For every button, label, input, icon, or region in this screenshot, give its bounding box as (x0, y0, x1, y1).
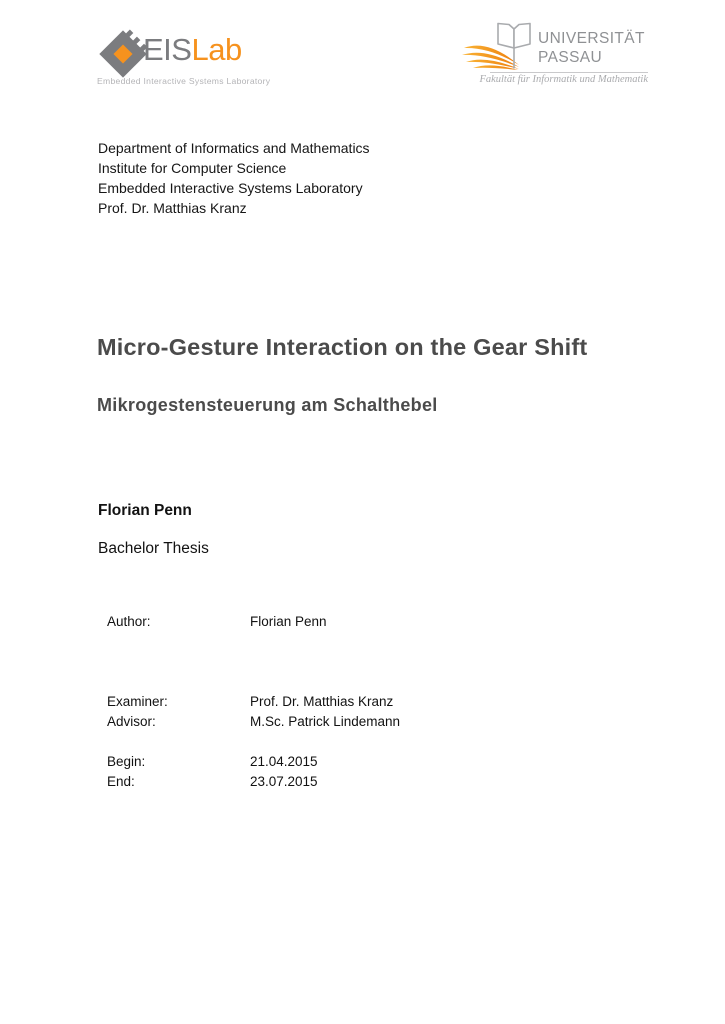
detail-label: End: (107, 774, 135, 789)
affiliation-block (98, 138, 370, 218)
thesis-subtitle-german: Mikrogestensteuerung am Schalthebel (97, 395, 438, 415)
detail-value: Florian Penn (250, 614, 327, 629)
eislab-diamond-icon (96, 27, 150, 81)
swoosh-rays-icon (462, 46, 519, 70)
author-name: Florian Penn (98, 502, 192, 519)
uni-passau-logo (462, 12, 648, 92)
details-table (107, 612, 400, 792)
open-book-icon (462, 20, 538, 72)
thesis-type: Bachelor Thesis (98, 540, 209, 557)
detail-label: Begin: (107, 754, 146, 769)
affiliation-line-institute: Institute for Computer Science (98, 160, 287, 176)
detail-label: Examiner: (107, 694, 168, 709)
detail-value: Prof. Dr. Matthias Kranz (250, 694, 394, 709)
uni-passau-wordmark (538, 29, 645, 67)
uni-name-line1: UNIVERSITÄT (538, 30, 645, 47)
table-row-author (107, 612, 400, 632)
thesis-title: Micro-Gesture Interaction on the Gear Shift (97, 334, 588, 360)
table-spacer (107, 632, 400, 692)
detail-value: 23.07.2015 (250, 774, 318, 789)
table-row-end (107, 772, 400, 792)
detail-value: M.Sc. Patrick Lindemann (250, 714, 401, 729)
affiliation-line-lab: Embedded Interactive Systems Laboratory (98, 180, 363, 196)
eislab-wordmark (143, 33, 242, 67)
eislab-tagline: Embedded Interactive Systems Laboratory (97, 76, 271, 86)
eislab-wordmark-accent: Lab (191, 32, 242, 67)
eislab-wordmark-primary: EIS (143, 32, 192, 67)
detail-value: 21.04.2015 (250, 754, 318, 769)
table-row-advisor (107, 712, 400, 732)
uni-logo-divider (490, 72, 648, 73)
table-row-begin (107, 752, 400, 772)
uni-faculty-name: Fakultät für Informatik und Mathematik (479, 74, 648, 85)
table-spacer (107, 732, 400, 752)
uni-name-line2: PASSAU (538, 49, 603, 66)
detail-label: Author: (107, 614, 151, 629)
affiliation-line-department: Department of Informatics and Mathematics (98, 140, 370, 156)
table-row-examiner (107, 692, 400, 712)
detail-label: Advisor: (107, 714, 156, 729)
eislab-logo (96, 28, 274, 86)
affiliation-line-professor: Prof. Dr. Matthias Kranz (98, 200, 247, 216)
